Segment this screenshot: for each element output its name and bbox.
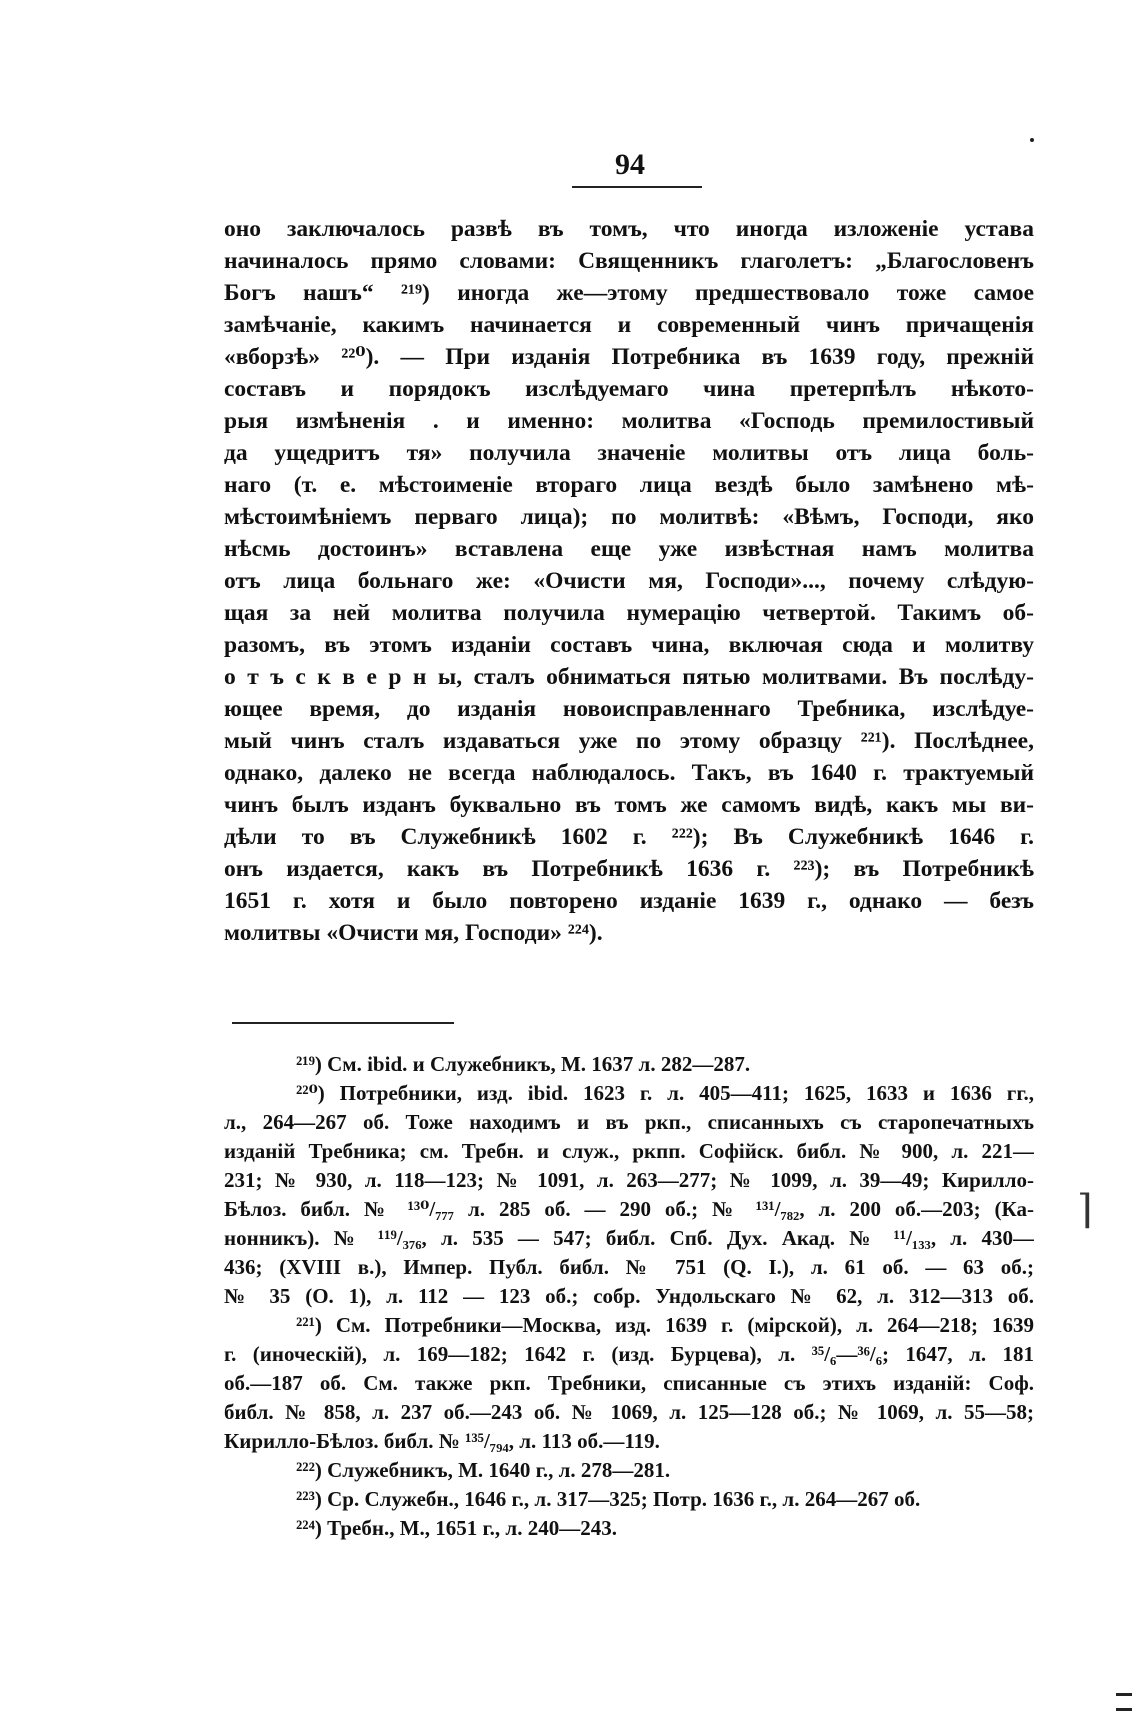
text-line: мѣстоимѣніемъ перваго лица); по молитвѣ: «Вѣмъ, Господи, яко [224,504,1034,530]
text-line: начиналось прямо словами: Священникъ глаголетъ: „Благословенъ [224,248,1034,274]
footnote-220: ²²⁰) Потребники, изд. ibid. 1623 г. л. 405—411; 1625, 1633 и 1636 гг., [296,1081,1034,1105]
text-line: щая за ней молитва получила нумерацію четвертой. Такимъ об- [224,600,1034,626]
footnote-219: ²¹⁹) См. ibid. и Служебникъ, М. 1637 л. 282—287. [296,1052,751,1076]
text-line: чинъ былъ изданъ буквально въ томъ же самомъ видѣ, какъ мы ви- [224,792,1034,818]
margin-bracket-mark: ⌉ [1077,1187,1093,1232]
footnote-line: 231; № 930, л. 118—123; № 1091, л. 263—277; № 1099, л. 39—49; Кирилло- [224,1168,1034,1192]
footnote-line: Бѣлоз. библ. № ¹³⁰/₇₇₇ л. 285 об. — 290 об.; № ¹³¹/₇₈₂, л. 200 об.—203; (Ка- [224,1197,1034,1221]
footnote-224: ²²⁴) Требн., М., 1651 г., л. 240—243. [296,1516,617,1540]
text-line: рыя измѣненія . и именно: молитва «Господь премилостивый [224,408,1034,434]
text-line: однако, далеко не всегда наблюдалось. Такъ, въ 1640 г. трактуемый [224,760,1034,786]
text-line: разомъ, въ этомъ изданіи составъ чина, включая сюда и молитву [224,632,1034,658]
text-line: дѣли то въ Служебникѣ 1602 г. ²²²); Въ Служебникѣ 1646 г. [224,824,1034,850]
footnote-line: об.—187 об. См. также ркп. Требники, списанные съ этихъ изданій: Соф. [224,1371,1034,1395]
ink-speck [1030,138,1034,142]
footnote-separator [232,1022,454,1024]
text-line: оно заключалось развѣ въ томъ, что иногда изложеніе устава [224,216,1034,242]
text-line: составъ и порядокъ изслѣдуемаго чина претерпѣлъ нѣкото- [224,376,1034,402]
footnote-221: ²²¹) См. Потребники—Москва, изд. 1639 г. (мірской), л. 264—218; 1639 [296,1313,1034,1337]
page-number: 94 [615,148,645,181]
text-line: молитвы «Очисти мя, Господи» ²²⁴). [224,920,603,946]
text-line: наго (т. е. мѣстоименіе втораго лица вездѣ было замѣнено мѣ- [224,472,1034,498]
footnote-line: Кирилло-Бѣлоз. библ. № ¹³⁵/₇₉₄, л. 113 об.—119. [224,1429,660,1453]
main-text-block [224,213,1034,949]
footnote-line: л., 264—267 об. Тоже находимъ и въ ркп., списанныхъ съ старопечатныхъ [224,1110,1034,1134]
footnote-line: № 35 (О. 1), л. 112 — 123 об.; собр. Ундольскаго № 62, л. 312—313 об. [224,1284,1034,1308]
corner-scan-mark [1116,1693,1132,1711]
text-line: Богъ нашъ“ ²¹⁹) иногда же—этому предшествовало тоже самое [224,280,1034,306]
footnote-line: библ. № 858, л. 237 об.—243 об. № 1069, л. 125—128 об.; № 1069, л. 55—58; [224,1400,1034,1424]
footnote-line: 436; (XVIII в.), Импер. Публ. библ. № 751 (Q. I.), л. 61 об. — 63 об.; [224,1255,1034,1279]
footnote-222: ²²²) Служебникъ, М. 1640 г., л. 278—281. [296,1458,671,1482]
text-line: мый чинъ сталъ издаваться уже по этому образцу ²²¹). Послѣднее, [224,728,1034,754]
text-line: 1651 г. хотя и было повторено изданіе 1639 г., однако — безъ [224,888,1034,914]
footnote-223: ²²³) Ср. Служебн., 1646 г., л. 317—325; Потр. 1636 г., л. 264—267 об. [296,1487,921,1511]
text-line: онъ издается, какъ въ Потребникѣ 1636 г. ²²³); въ Потребникѣ [224,856,1034,882]
text-line: замѣчаніе, какимъ начинается и современный чинъ причащенія [224,312,1034,338]
text-line: нѣсмь достоинъ» вставлена еще уже извѣстная намъ молитва [224,536,1034,562]
text-line: «вборзѣ» ²²⁰). — При изданія Потребника въ 1639 году, прежній [224,344,1034,370]
footnote-line: изданій Требника; см. Требн. и служ., ркпп. Софійск. библ. № 900, л. 221— [224,1139,1034,1163]
text-line: да ущедритъ тя» получила значеніе молитвы отъ лица боль- [224,440,1034,466]
text-line: отъ лица больнаго же: «Очисти мя, Господи»..., почему слѣдую- [224,568,1034,594]
footnote-line: г. (иноческій), л. 169—182; 1642 г. (изд. Бурцева), л. ³⁵/₆—³⁶/₆; 1647, л. 181 [224,1342,1034,1366]
footnotes-block [224,1050,1034,1543]
footnote-line: нонникъ). № ¹¹⁹/₃₇₆, л. 535 — 547; библ. Спб. Дух. Акад. № ¹¹/₁₃₃, л. 430— [224,1226,1034,1250]
text-line: ющее время, до изданія новоисправленнаго Требника, изслѣдуе- [224,696,1034,722]
text-line: о т ъ с к в е р н ы, сталъ обниматься пятью молитвами. Въ послѣду- [224,664,1034,690]
page-number-rule [572,186,702,188]
